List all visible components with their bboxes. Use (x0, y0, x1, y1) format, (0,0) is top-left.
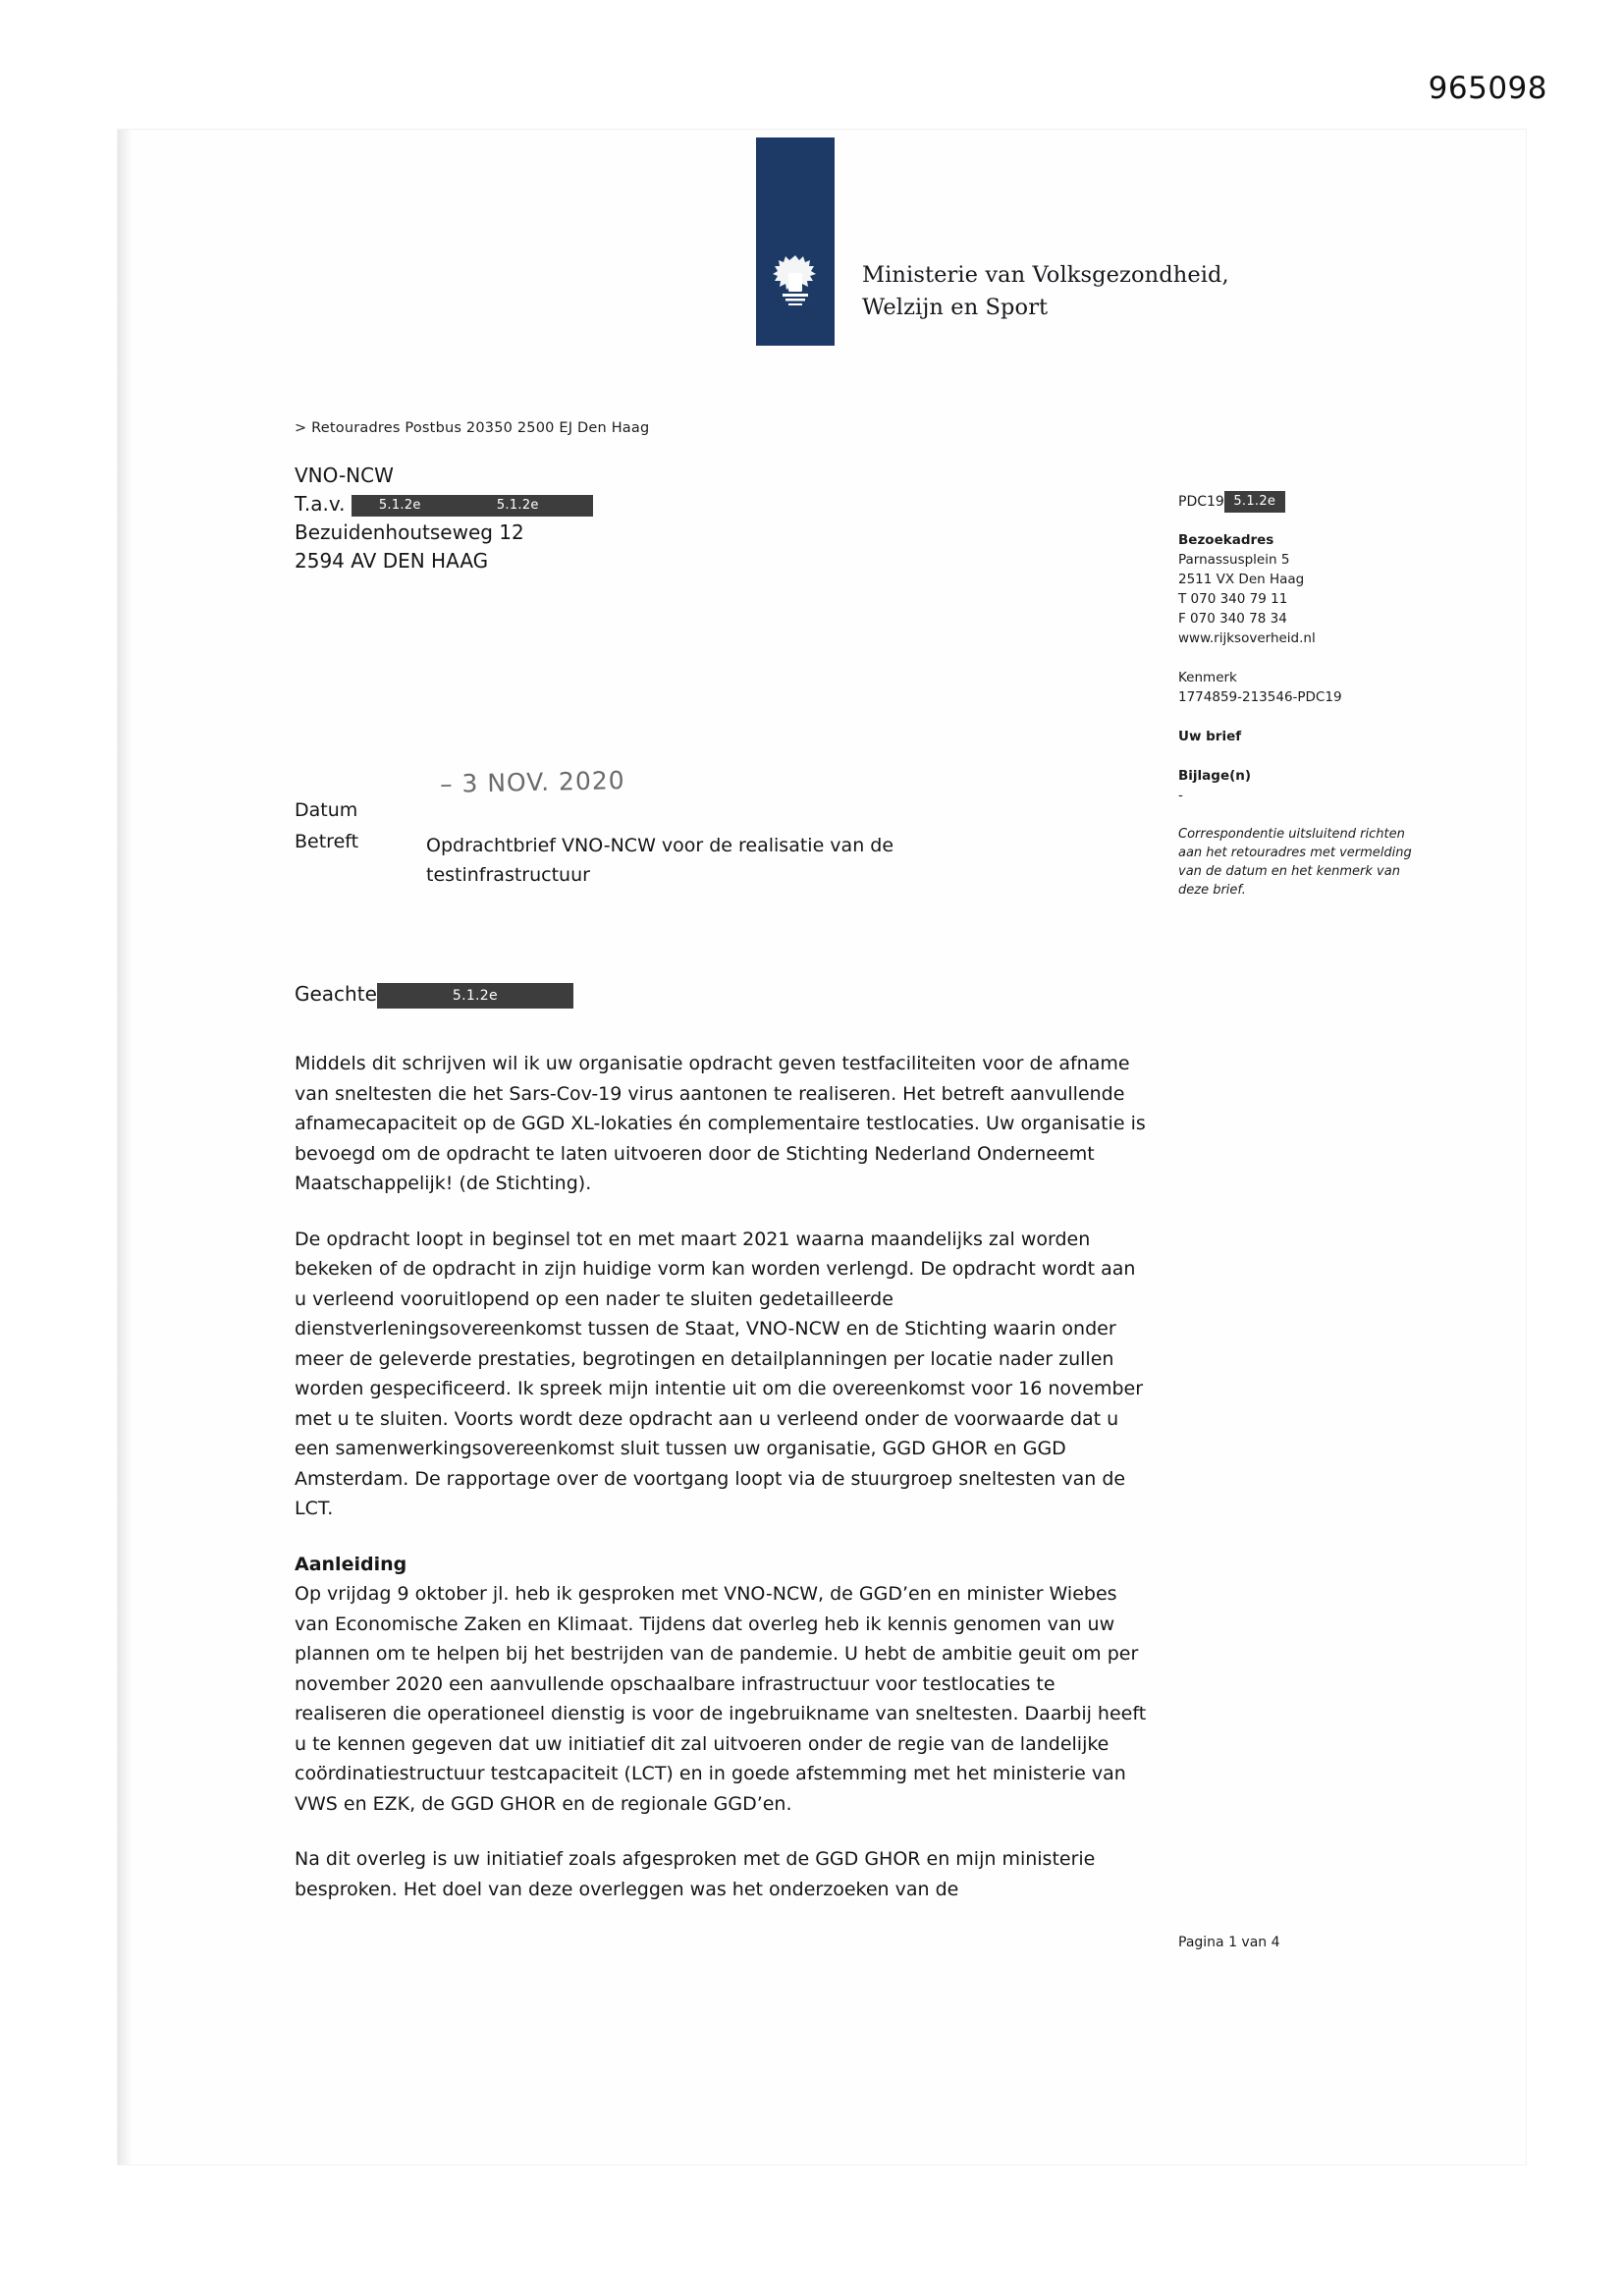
addressee-organisation: VNO-NCW (295, 464, 394, 487)
addressee-street: Bezuidenhoutseweg 12 (295, 520, 524, 544)
your-letter-label: Uw brief (1178, 729, 1242, 744)
body-paragraph-4: Na dit overleg is uw initiatief zoals afgesproken met de GGD GHOR en mijn ministerie besproken. Het doel van deze overleggen was het onderzoeken van de (295, 1848, 1096, 1900)
visiting-address-group (1178, 530, 1424, 648)
addressee-city: 2594 AV DEN HAAG (295, 549, 489, 573)
document-number: 965098 (1428, 71, 1547, 106)
visiting-address-city: 2511 VX Den Haag (1178, 572, 1305, 587)
visiting-address-label: Bezoekadres (1178, 532, 1274, 548)
redaction-salutation: 5.1.2e (377, 983, 573, 1009)
phone-number: T 070 340 79 11 (1178, 591, 1288, 607)
betreft-label: Betreft (295, 831, 359, 852)
addressee-attn-line (295, 490, 593, 519)
redaction-attn-code-1: 5.1.2e (378, 497, 421, 513)
redaction-pdc: 5.1.2e (1224, 491, 1285, 513)
attachment-group (1178, 766, 1424, 805)
body-heading-aanleiding: Aanleiding (295, 1553, 407, 1575)
redaction-attn (352, 495, 593, 517)
website-url[interactable]: www.rijksoverheid.nl (1178, 630, 1316, 646)
visiting-address-street: Parnassusplein 5 (1178, 552, 1290, 568)
fax-number: F 070 340 78 34 (1178, 611, 1287, 627)
ministry-name-line1: Ministerie van Volksgezondheid, (862, 262, 1229, 288)
page-footer: Pagina 1 van 4 (1178, 1935, 1280, 1950)
your-letter-group (1178, 727, 1424, 746)
correspondence-note: Correspondentie uitsluitend richten aan het retouradres met vermelding van de datum en het kenmerk van deze brief. (1178, 827, 1412, 898)
attachment-label: Bijlage(n) (1178, 768, 1252, 784)
addressee-block (295, 462, 593, 575)
betreft-value: Opdrachtbrief VNO-NCW voor de realisatie van de testinfrastructuur (426, 835, 894, 886)
reference-value: 1774859-213546-PDC19 (1178, 689, 1342, 705)
pdc-label: PDC19 (1178, 494, 1224, 510)
date-stamp: – 3 NOV. 2020 (439, 766, 625, 798)
reference-group (1178, 668, 1424, 707)
attachment-value: - (1178, 788, 1183, 803)
salutation-text: Geachte (295, 982, 377, 1006)
datum-label: Datum (295, 799, 358, 821)
body-paragraph-2: De opdracht loopt in beginsel tot en met maart 2021 waarna maandelijks zal worden bekeken of de opdracht in zijn huidige vorm kan worden verlengd. De opdracht wordt aan u verleend vooruitlopend op een nader te sluiten gedetailleerde dienstverleningsovereenkomst tussen de Staat, VNO-NCW en de Stichting waarin onder meer de geleverde prestaties, begrotingen en detailplanningen per locatie nader zullen worden gespecificeerd. Ik spreek mijn intentie uit om die overeenkomst voor 16 november met u te sluiten. Voorts wordt deze opdracht aan u verleend onder de voorwaarde dat u een samenwerkingsovereenkomst sluit tussen uw organisatie, GGD GHOR en GGD Amsterdam. De rapportage over de voortgang loopt via de stuurgroep sneltesten van de LCT. (295, 1228, 1144, 1519)
addressee-attn-label: T.a.v. (295, 492, 346, 516)
ministry-name-line2: Welzijn en Sport (862, 295, 1049, 320)
salutation (295, 982, 573, 1009)
reference-label: Kenmerk (1178, 670, 1237, 685)
dutch-coat-of-arms-icon (773, 253, 818, 308)
ministry-name (862, 259, 1229, 324)
redaction-attn-code-2: 5.1.2e (496, 497, 539, 513)
body-paragraph-3: Op vrijdag 9 oktober jl. heb ik gesproken met VNO-NCW, de GGD’en en minister Wiebes van Economische Zaken en Klimaat. Tijdens dat overleg heb ik kennis genomen van uw plannen om te helpen bij het bestrijden van de pandemie. U hebt de ambitie geuit om per november 2020 een aanvullende opschaalbare infrastructuur voor testlocaties te realiseren die operationeel dienstig is voor de ingebruikname van sneltesten. Daarbij heeft u te kennen gegeven dat uw initiatief dit zal uitvoeren onder de regie van de landelijke coördinatiestructuur testcapaciteit (LCT) en in goede afstemming met het ministerie van VWS en EZK, de GGD GHOR en de regionale GGD’en. (295, 1583, 1147, 1815)
ministry-logo-block (756, 137, 835, 346)
meta-column (1178, 491, 1424, 900)
return-address: > Retouradres Postbus 20350 2500 EJ Den Haag (295, 420, 650, 436)
pdc-line (1178, 491, 1424, 513)
body-paragraph-1: Middels dit schrijven wil ik uw organisatie opdracht geven testfaciliteiten voor de afname van sneltesten die het Sars-Cov-19 virus aantonen te realiseren. Het betreft aanvullende afnamecapaciteit op de GGD XL-lokaties én complementaire testlocaties. Uw organisatie is bevoegd om de opdracht te laten uitvoeren door de Stichting Nederland Onderneemt Maatschappelijk! (de Stichting). (295, 1053, 1146, 1194)
letter-body (295, 1049, 1149, 1930)
